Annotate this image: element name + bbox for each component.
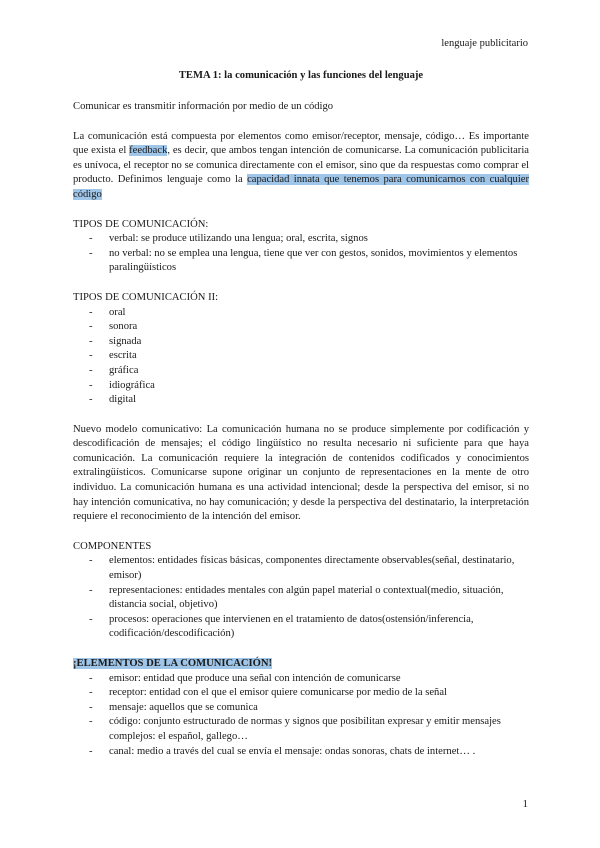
list-item: - procesos: operaciones que intervienen en el tratamiento de datos(ostensión/inferencia, codificación/descodificación) — [73, 613, 529, 642]
intro-sentence: Comunicar es transmitir información por medio de un código — [73, 101, 334, 112]
list-item: - código: conjunto estructurado de normas y signos que posibilitan expresar y emitir mensajes complejos: el español, gallego… — [73, 715, 529, 744]
list-item: - representaciones: entidades mentales con algún papel material o contextual(medio, situación, distancia social, objetivo) — [73, 584, 529, 613]
p1-text-b: , es decir, que ambos tengan intención de comunicarse. La comunicación publicitaria es unívoca, el receptor no se comunica directamente con el emisor, sino que da respuestas como comprar el producto. Definimos lenguaje como la — [73, 145, 529, 186]
paragraph-new-model: Nuevo modelo comunicativo: La comunicación humana no se produce simplemente por codificación y descodificación de mensajes; el código lingüístico no resulta necesario ni suficiente para que haya comunicación. La comunicación requiere la integración de contenidos codificados y conocimientos extralingüísticos. Comunicarse supone originar un conjunto de representaciones en la mente de otro individuo. La comunicación humana es una actividad intencional; desde la perspectiva del emisor, si no hay intención comunicativa, no hay comunicación; y desde la perspectiva del destinatario, la interpretación requiere el reconocimiento de la intención del emisor. — [73, 423, 529, 523]
list-item: - emisor: entidad que produce una señal con intención de comunicarse — [73, 672, 529, 687]
list-item: - oral — [73, 306, 529, 321]
p1-text-a: La comunicación está compuesta por elementos como emisor/receptor, mensaje, código… Es importante que exista el — [73, 130, 529, 157]
list-item: - signada — [73, 335, 529, 350]
section-heading-elements — [73, 657, 529, 672]
list-item: - elementos: entidades físicas básicas, componentes directamente observables(señal, destinatario, emisor) — [73, 554, 529, 583]
page-number: 1 — [522, 798, 528, 810]
elements-list — [73, 672, 529, 760]
list-item: - canal: medio a través del cual se envía el mensaje: ondas sonoras, chats de internet… . — [73, 745, 529, 760]
list-item: - no verbal: no se emplea una lengua, tiene que ver con gestos, sonidos, movimientos y elementos paralingüísticos — [73, 247, 529, 276]
highlight-elements-heading: ¡ELEMENTOS DE LA COMUNICACIÓN! — [73, 658, 273, 669]
document-title: TEMA 1: la comunicación y las funciones del lenguaje — [178, 70, 424, 81]
section-heading-types: TIPOS DE COMUNICACIÓN: — [73, 218, 209, 230]
components-list — [73, 554, 529, 642]
list-item: - gráfica — [73, 364, 529, 379]
document-body — [73, 69, 529, 759]
list-item: - idiográfica — [73, 379, 529, 394]
section-heading-types-ii: TIPOS DE COMUNICACIÓN II: — [73, 291, 219, 303]
running-header: lenguaje publicitario — [441, 38, 528, 49]
types-list — [73, 232, 529, 276]
highlight-innate-capacity: capacidad innata que tenemos para comunicarnos con cualquier código — [73, 174, 529, 200]
highlight-feedback: feedback — [129, 145, 168, 157]
list-item: - mensaje: aquellos que se comunica — [73, 701, 529, 716]
section-heading-components: COMPONENTES — [73, 540, 152, 552]
types-ii-list — [73, 306, 529, 408]
list-item: - digital — [73, 393, 529, 408]
paragraph-communication-elements — [73, 130, 529, 203]
list-item: - verbal: se produce utilizando una lengua; oral, escrita, signos — [73, 232, 529, 247]
list-item: - sonora — [73, 320, 529, 335]
list-item: - receptor: entidad con el que el emisor quiere comunicarse por medio de la señal — [73, 686, 529, 701]
list-item: - escrita — [73, 349, 529, 364]
